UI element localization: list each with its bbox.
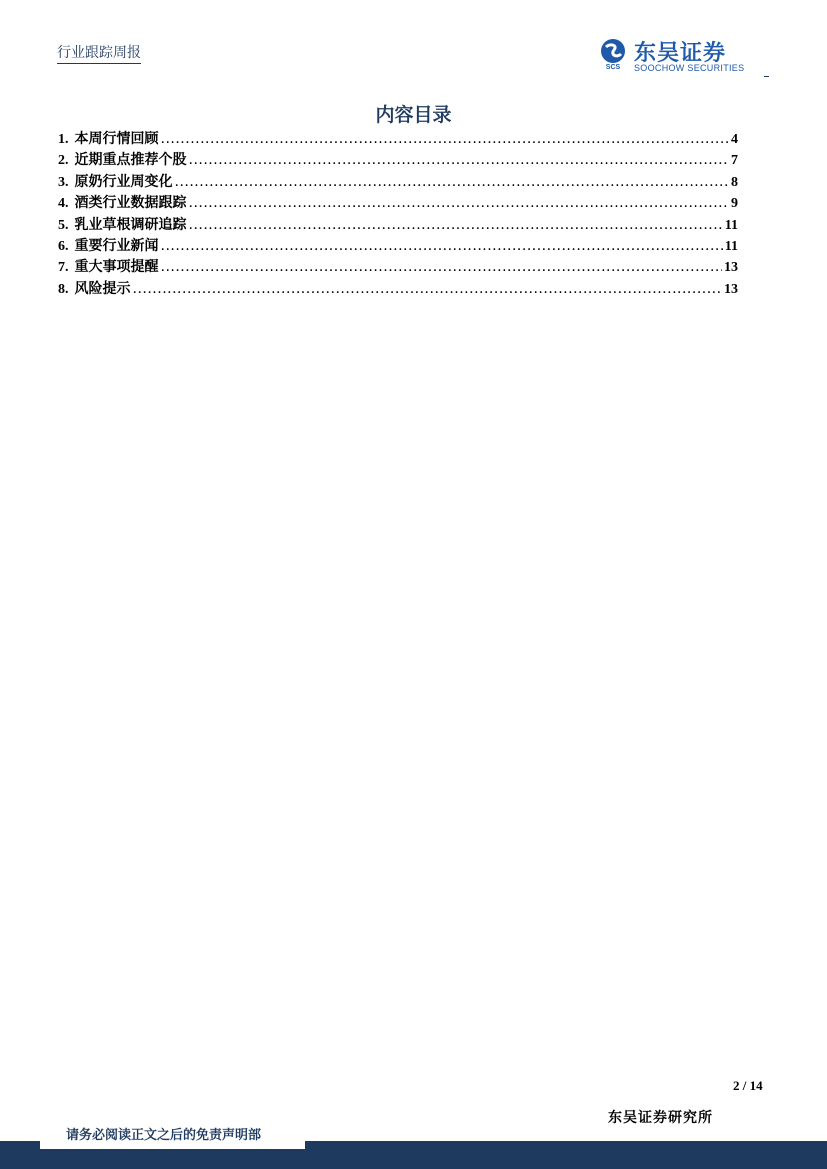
toc-item-number: 8.: [58, 281, 69, 297]
toc-item-label: 原奶行业周变化: [74, 173, 173, 190]
toc-item-page: 11: [724, 217, 738, 233]
toc-item-page: 4: [731, 132, 738, 147]
toc-item-number: 1.: [58, 132, 69, 147]
toc-item-number: 5.: [58, 217, 69, 233]
toc-item-label: 本周行情回顾: [74, 131, 159, 147]
toc-item-number: 7.: [58, 260, 69, 276]
disclaimer-text[interactable]: 请务必阅读正文之后的免责声明部: [66, 1128, 262, 1143]
toc-dot-leader: [133, 281, 723, 297]
toc-item-label: 风险提示: [74, 280, 131, 297]
toc-dot-leader: [161, 131, 730, 147]
table-of-contents: [58, 128, 738, 299]
logo-english-name: SOOCHOW SECURITIES: [634, 63, 745, 73]
footer-organization: 东吴证券研究所: [608, 1110, 713, 1126]
toc-item-label: 酒类行业数据跟踪: [74, 195, 187, 212]
report-type-label: 行业跟踪周报: [57, 42, 141, 64]
toc-item-page: 7: [731, 153, 738, 169]
toc-item[interactable]: [58, 235, 738, 256]
toc-item-label: 近期重点推荐个股: [74, 152, 187, 169]
toc-item-page: 11: [724, 238, 738, 254]
toc-item[interactable]: [58, 149, 738, 170]
toc-item[interactable]: [58, 192, 738, 213]
page-indicator: 2 / 14: [733, 1078, 763, 1093]
toc-item[interactable]: [58, 171, 738, 192]
toc-item-page: 13: [724, 260, 738, 276]
toc-item-page: 13: [724, 281, 738, 297]
toc-item-number: 4.: [58, 196, 69, 212]
header-divider-tick: [764, 76, 769, 77]
logo-mark-text: SCS: [605, 64, 621, 70]
toc-item[interactable]: [58, 128, 738, 149]
toc-item-label: 乳业草根调研追踪: [74, 216, 187, 233]
toc-dot-leader: [189, 152, 730, 168]
scs-logo-icon: [597, 38, 629, 70]
toc-item-label: 重大事项提醒: [74, 259, 159, 276]
toc-item[interactable]: [58, 256, 738, 277]
toc-item[interactable]: [58, 278, 738, 299]
toc-title: 内容目录: [375, 104, 452, 126]
logo-chinese-name: 东吴证券: [634, 41, 727, 66]
company-logo: [597, 38, 762, 74]
toc-dot-leader: [161, 238, 723, 254]
toc-item-label: 重要行业新闻: [74, 237, 159, 254]
toc-item-number: 2.: [58, 153, 69, 169]
toc-dot-leader: [189, 217, 723, 233]
toc-dot-leader: [189, 195, 730, 211]
toc-item-page: 8: [731, 174, 738, 190]
toc-item-number: 3.: [58, 174, 69, 190]
toc-dot-leader: [161, 259, 723, 275]
toc-dot-leader: [175, 174, 730, 190]
toc-item-page: 9: [731, 196, 738, 212]
toc-item-number: 6.: [58, 238, 69, 254]
toc-item[interactable]: [58, 214, 738, 235]
